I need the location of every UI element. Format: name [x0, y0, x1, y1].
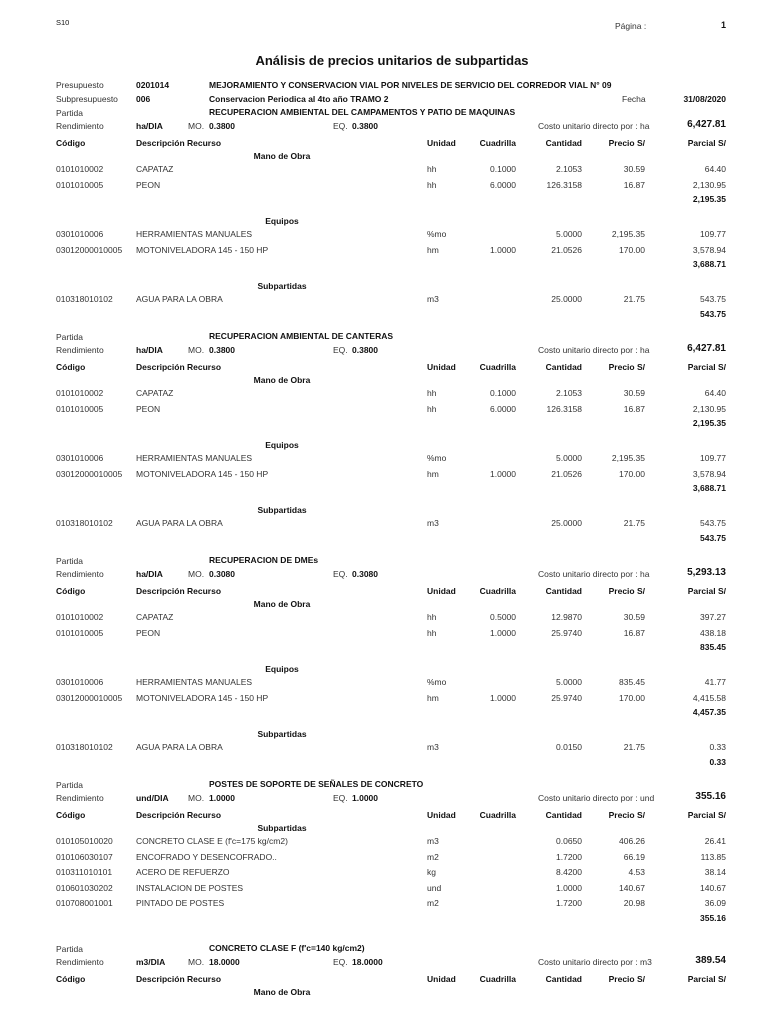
- resource-cuadrilla: 0.5000: [490, 612, 516, 622]
- col-unidad: Unidad: [427, 138, 456, 148]
- resource-unit: hh: [427, 179, 437, 190]
- resource-cantidad: 21.0526: [551, 468, 582, 479]
- partida-name: RECUPERACION DE DMEs: [209, 555, 319, 565]
- resource-unit: m3: [427, 742, 439, 753]
- page-number: 1: [720, 20, 726, 30]
- eq-label: EQ.: [333, 793, 348, 803]
- group-title: Mano de Obra: [253, 375, 311, 385]
- resource-description: PEON: [136, 627, 161, 638]
- resource-unit: hh: [427, 612, 437, 622]
- resource-description: HERRAMIENTAS MANUALES: [136, 229, 253, 240]
- col-codigo: Código: [56, 974, 86, 984]
- partida-name: CONCRETO CLASE F (f'c=140 kg/cm2): [209, 943, 365, 953]
- partida-label: Partida: [56, 108, 83, 118]
- resource-precio: 170.00: [619, 692, 645, 703]
- resource-cantidad: 0.0150: [556, 742, 582, 753]
- col-codigo: Código: [56, 362, 86, 372]
- rendimiento-label: Rendimiento: [56, 345, 104, 355]
- resource-description: MOTONIVELADORA 145 - 150 HP: [136, 244, 269, 255]
- costo-unitario-label: Costo unitario directo por : ha: [538, 121, 650, 131]
- mo-label: MO.: [188, 957, 205, 967]
- group-total: 3,688.71: [692, 483, 726, 494]
- col-cuadrilla: Cuadrilla: [479, 586, 516, 596]
- resource-parcial: 113.85: [700, 851, 726, 862]
- resource-description: CAPATAZ: [136, 612, 174, 622]
- resource-parcial: 41.77: [704, 677, 726, 688]
- col-cantidad: Cantidad: [545, 138, 582, 148]
- resource-cantidad: 5.0000: [556, 453, 582, 464]
- resource-description: AGUA PARA LA OBRA: [136, 518, 223, 529]
- partida-label: Partida: [56, 332, 83, 342]
- col-descripcion: Descripción Recurso: [136, 810, 222, 820]
- col-codigo: Código: [56, 810, 86, 820]
- subpresupuesto-code: 006: [136, 94, 151, 104]
- resource-unit: m3: [427, 836, 439, 846]
- resource-precio: 140.67: [619, 882, 645, 893]
- rendimiento-unit: ha/DIA: [136, 121, 163, 131]
- resource-cantidad: 5.0000: [556, 229, 582, 240]
- col-codigo: Código: [56, 138, 86, 148]
- resource-unit: %mo: [427, 229, 447, 240]
- resource-parcial: 2,130.95: [692, 179, 726, 190]
- resource-description: ENCOFRADO Y DESENCOFRADO..: [136, 851, 277, 862]
- presupuesto-label: Presupuesto: [56, 80, 104, 90]
- resource-cantidad: 2.1053: [556, 388, 582, 398]
- group-title: Mano de Obra: [253, 599, 311, 609]
- col-cuadrilla: Cuadrilla: [479, 362, 516, 372]
- costo-unitario-value: 6,427.81: [687, 119, 726, 130]
- resource-code: 03012000010005: [56, 468, 123, 479]
- rendimiento-unit: m3/DIA: [136, 957, 166, 967]
- resource-cuadrilla: 1.0000: [490, 244, 516, 255]
- resource-precio: 16.87: [623, 179, 645, 190]
- partida-label: Partida: [56, 944, 83, 954]
- resource-unit: hh: [427, 164, 437, 174]
- resource-code: 03012000010005: [56, 244, 123, 255]
- resource-precio: 835.45: [619, 677, 645, 688]
- mo-value: 0.3800: [209, 121, 235, 131]
- rendimiento-unit: ha/DIA: [136, 345, 163, 355]
- col-precio: Precio S/: [608, 974, 645, 984]
- col-parcial: Parcial S/: [687, 974, 726, 984]
- resource-precio: 170.00: [619, 468, 645, 479]
- resource-description: HERRAMIENTAS MANUALES: [136, 453, 253, 464]
- mo-value: 1.0000: [209, 793, 235, 803]
- resource-code: 0101010002: [56, 388, 104, 398]
- resource-unit: %mo: [427, 453, 447, 464]
- eq-label: EQ.: [333, 121, 348, 131]
- resource-code: 0301010006: [56, 453, 104, 464]
- costo-unitario-value: 6,427.81: [687, 343, 726, 354]
- resource-precio: 16.87: [623, 627, 645, 638]
- rendimiento-unit: und/DIA: [136, 793, 169, 803]
- eq-value: 0.3800: [352, 121, 378, 131]
- resource-unit: kg: [427, 867, 436, 878]
- costo-unitario-label: Costo unitario directo por : ha: [538, 569, 650, 579]
- resource-code: 0301010006: [56, 677, 104, 688]
- col-precio: Precio S/: [608, 138, 645, 148]
- group-title: Equipos: [265, 216, 299, 227]
- rendimiento-unit: ha/DIA: [136, 569, 163, 579]
- resource-code: 010318010102: [56, 518, 113, 529]
- resource-description: CONCRETO CLASE E (f'c=175 kg/cm2): [136, 836, 288, 846]
- resource-parcial: 543.75: [700, 294, 726, 305]
- col-descripcion: Descripción Recurso: [136, 974, 222, 984]
- resource-code: 0101010005: [56, 627, 104, 638]
- group-title: Equipos: [265, 440, 299, 451]
- resource-parcial: 26.41: [704, 836, 726, 846]
- col-precio: Precio S/: [608, 586, 645, 596]
- resource-description: PINTADO DE POSTES: [136, 898, 225, 909]
- resource-precio: 30.59: [623, 612, 645, 622]
- mo-label: MO.: [188, 569, 205, 579]
- col-unidad: Unidad: [427, 362, 456, 372]
- col-cantidad: Cantidad: [545, 586, 582, 596]
- costo-unitario-label: Costo unitario directo por : und: [538, 793, 655, 803]
- col-descripcion: Descripción Recurso: [136, 586, 222, 596]
- resource-parcial: 64.40: [704, 388, 726, 398]
- resource-precio: 2,195.35: [611, 453, 645, 464]
- group-total: 3,688.71: [692, 259, 726, 270]
- resource-cantidad: 1.7200: [556, 851, 582, 862]
- resource-cantidad: 25.0000: [551, 294, 582, 305]
- resource-code: 010105010020: [56, 836, 113, 846]
- rendimiento-label: Rendimiento: [56, 121, 104, 131]
- resource-unit: hh: [427, 627, 437, 638]
- rendimiento-label: Rendimiento: [56, 569, 104, 579]
- resource-precio: 30.59: [623, 164, 645, 174]
- resource-unit: m3: [427, 294, 439, 305]
- resource-code: 0101010002: [56, 164, 104, 174]
- col-unidad: Unidad: [427, 810, 456, 820]
- resource-cantidad: 126.3158: [546, 179, 582, 190]
- subpresupuesto-label: Subpresupuesto: [56, 94, 118, 104]
- group-title: Subpartidas: [257, 281, 307, 292]
- eq-value: 0.3080: [352, 569, 378, 579]
- mo-value: 0.3800: [209, 345, 235, 355]
- col-cuadrilla: Cuadrilla: [479, 810, 516, 820]
- group-title: Mano de Obra: [253, 151, 311, 161]
- col-cantidad: Cantidad: [545, 810, 582, 820]
- resource-description: CAPATAZ: [136, 164, 174, 174]
- resource-code: 0301010006: [56, 229, 104, 240]
- resource-cantidad: 1.0000: [556, 882, 582, 893]
- resource-parcial: 140.67: [700, 882, 726, 893]
- group-total: 355.16: [700, 913, 726, 923]
- resource-parcial: 2,130.95: [692, 403, 726, 414]
- resource-cantidad: 12.9870: [551, 612, 582, 622]
- resource-precio: 21.75: [623, 294, 645, 305]
- partida-label: Partida: [56, 780, 83, 790]
- resource-parcial: 438.18: [700, 627, 726, 638]
- col-descripcion: Descripción Recurso: [136, 138, 222, 148]
- group-total: 543.75: [700, 533, 726, 543]
- partida-name: RECUPERACION AMBIENTAL DEL CAMPAMENTOS Y PATIO DE MAQUINAS: [209, 107, 516, 117]
- col-cantidad: Cantidad: [545, 362, 582, 372]
- resource-cantidad: 25.9740: [551, 627, 582, 638]
- resource-cantidad: 5.0000: [556, 677, 582, 688]
- resource-parcial: 4,415.58: [692, 692, 726, 703]
- resource-code: 010106030107: [56, 851, 113, 862]
- eq-value: 1.0000: [352, 793, 378, 803]
- eq-label: EQ.: [333, 345, 348, 355]
- resource-unit: m2: [427, 898, 439, 909]
- costo-unitario-value: 389.54: [695, 955, 726, 966]
- resource-unit: hm: [427, 244, 439, 255]
- mo-label: MO.: [188, 121, 205, 131]
- resource-description: ACERO DE REFUERZO: [136, 867, 230, 878]
- rendimiento-label: Rendimiento: [56, 957, 104, 967]
- presupuesto-code: 0201014: [136, 80, 170, 90]
- subpresupuesto-name: Conservacion Periodica al 4to año TRAMO 2: [209, 94, 389, 104]
- resource-parcial: 0.33: [709, 742, 726, 753]
- resource-parcial: 109.77: [700, 453, 726, 464]
- group-total: 0.33: [709, 757, 726, 767]
- resource-precio: 2,195.35: [611, 229, 645, 240]
- resource-cuadrilla: 1.0000: [490, 468, 516, 479]
- resource-cantidad: 126.3158: [546, 403, 582, 414]
- resource-description: MOTONIVELADORA 145 - 150 HP: [136, 468, 269, 479]
- resource-code: 010708001001: [56, 898, 113, 909]
- group-title: Subpartidas: [257, 823, 307, 833]
- eq-value: 0.3800: [352, 345, 378, 355]
- resource-code: 0101010005: [56, 179, 104, 190]
- resource-code: 010318010102: [56, 294, 113, 305]
- costo-unitario-label: Costo unitario directo por : ha: [538, 345, 650, 355]
- costo-unitario-value: 355.16: [695, 791, 726, 802]
- resource-unit: hh: [427, 403, 437, 414]
- resource-unit: hm: [427, 468, 439, 479]
- group-total: 2,195.35: [692, 194, 726, 205]
- group-total: 4,457.35: [692, 707, 726, 718]
- resource-description: AGUA PARA LA OBRA: [136, 294, 223, 305]
- resource-code: 0101010002: [56, 612, 104, 622]
- col-parcial: Parcial S/: [687, 586, 726, 596]
- mo-label: MO.: [188, 345, 205, 355]
- col-unidad: Unidad: [427, 974, 456, 984]
- resource-precio: 4.53: [628, 867, 645, 878]
- resource-precio: 66.19: [623, 851, 645, 862]
- resource-unit: hh: [427, 388, 437, 398]
- resource-description: CAPATAZ: [136, 388, 174, 398]
- col-precio: Precio S/: [608, 362, 645, 372]
- resource-description: MOTONIVELADORA 145 - 150 HP: [136, 692, 269, 703]
- group-title: Mano de Obra: [253, 987, 311, 997]
- mo-value: 0.3080: [209, 569, 235, 579]
- resource-cantidad: 25.9740: [551, 692, 582, 703]
- resource-code: 010318010102: [56, 742, 113, 753]
- resource-cuadrilla: 6.0000: [490, 179, 516, 190]
- resource-cantidad: 1.7200: [556, 898, 582, 909]
- resource-description: PEON: [136, 179, 161, 190]
- fecha-label: Fecha: [622, 94, 646, 104]
- group-total: 2,195.35: [692, 418, 726, 429]
- report-code: S10: [56, 18, 70, 27]
- resource-precio: 20.98: [623, 898, 645, 909]
- resource-parcial: 38.14: [704, 867, 726, 878]
- resource-cuadrilla: 1.0000: [490, 692, 516, 703]
- resource-cuadrilla: 6.0000: [490, 403, 516, 414]
- presupuesto-name: MEJORAMIENTO Y CONSERVACION VIAL POR NIVELES DE SERVICIO DEL CORREDOR VIAL N° 09: [209, 80, 612, 90]
- resource-parcial: 36.09: [704, 898, 726, 909]
- partida-label: Partida: [56, 556, 83, 566]
- partida-name: RECUPERACION AMBIENTAL DE CANTERAS: [209, 331, 394, 341]
- col-cuadrilla: Cuadrilla: [479, 138, 516, 148]
- group-title: Subpartidas: [257, 505, 307, 516]
- col-parcial: Parcial S/: [687, 810, 726, 820]
- partida-name: POSTES DE SOPORTE DE SEÑALES DE CONCRETO: [209, 779, 424, 789]
- resource-description: HERRAMIENTAS MANUALES: [136, 677, 253, 688]
- resource-cantidad: 8.4200: [556, 867, 582, 878]
- col-descripcion: Descripción Recurso: [136, 362, 222, 372]
- resource-cantidad: 0.0650: [556, 836, 582, 846]
- resource-unit: m2: [427, 851, 439, 862]
- resource-parcial: 3,578.94: [692, 468, 726, 479]
- resource-parcial: 3,578.94: [692, 244, 726, 255]
- mo-value: 18.0000: [209, 957, 240, 967]
- eq-label: EQ.: [333, 569, 348, 579]
- resource-cantidad: 25.0000: [551, 518, 582, 529]
- resource-unit: und: [427, 882, 442, 893]
- col-parcial: Parcial S/: [687, 138, 726, 148]
- eq-value: 18.0000: [352, 957, 383, 967]
- fecha-value: 31/08/2020: [683, 94, 726, 104]
- col-codigo: Código: [56, 586, 86, 596]
- col-cuadrilla: Cuadrilla: [479, 974, 516, 984]
- resource-cuadrilla: 1.0000: [490, 627, 516, 638]
- resource-precio: 21.75: [623, 742, 645, 753]
- resource-description: INSTALACION DE POSTES: [136, 882, 244, 893]
- group-title: Equipos: [265, 664, 299, 675]
- group-total: 543.75: [700, 309, 726, 319]
- resource-precio: 30.59: [623, 388, 645, 398]
- resource-unit: %mo: [427, 677, 447, 688]
- resource-parcial: 397.27: [700, 612, 726, 622]
- page-label: Página :: [615, 21, 647, 31]
- resource-precio: 170.00: [619, 244, 645, 255]
- group-total: 835.45: [700, 642, 726, 653]
- resource-precio: 16.87: [623, 403, 645, 414]
- resource-parcial: 543.75: [700, 518, 726, 529]
- col-unidad: Unidad: [427, 586, 456, 596]
- col-cantidad: Cantidad: [545, 974, 582, 984]
- resource-unit: m3: [427, 518, 439, 529]
- resource-code: 010601030202: [56, 882, 113, 893]
- resource-parcial: 64.40: [704, 164, 726, 174]
- col-parcial: Parcial S/: [687, 362, 726, 372]
- resource-unit: hm: [427, 692, 439, 703]
- resource-code: 03012000010005: [56, 692, 123, 703]
- resource-precio: 406.26: [619, 836, 645, 846]
- eq-label: EQ.: [333, 957, 348, 967]
- resource-description: PEON: [136, 403, 161, 414]
- resource-parcial: 109.77: [700, 229, 726, 240]
- resource-cantidad: 2.1053: [556, 164, 582, 174]
- group-title: Subpartidas: [257, 729, 307, 740]
- mo-label: MO.: [188, 793, 205, 803]
- page-title: Análisis de precios unitarios de subpartidas: [255, 53, 529, 68]
- col-precio: Precio S/: [608, 810, 645, 820]
- resource-cantidad: 21.0526: [551, 244, 582, 255]
- resource-precio: 21.75: [623, 518, 645, 529]
- rendimiento-label: Rendimiento: [56, 793, 104, 803]
- costo-unitario-value: 5,293.13: [687, 567, 726, 578]
- resource-code: 0101010005: [56, 403, 104, 414]
- resource-cuadrilla: 0.1000: [490, 164, 516, 174]
- resource-code: 010311010101: [56, 867, 113, 878]
- resource-cuadrilla: 0.1000: [490, 388, 516, 398]
- costo-unitario-label: Costo unitario directo por : m3: [538, 957, 652, 967]
- resource-description: AGUA PARA LA OBRA: [136, 742, 223, 753]
